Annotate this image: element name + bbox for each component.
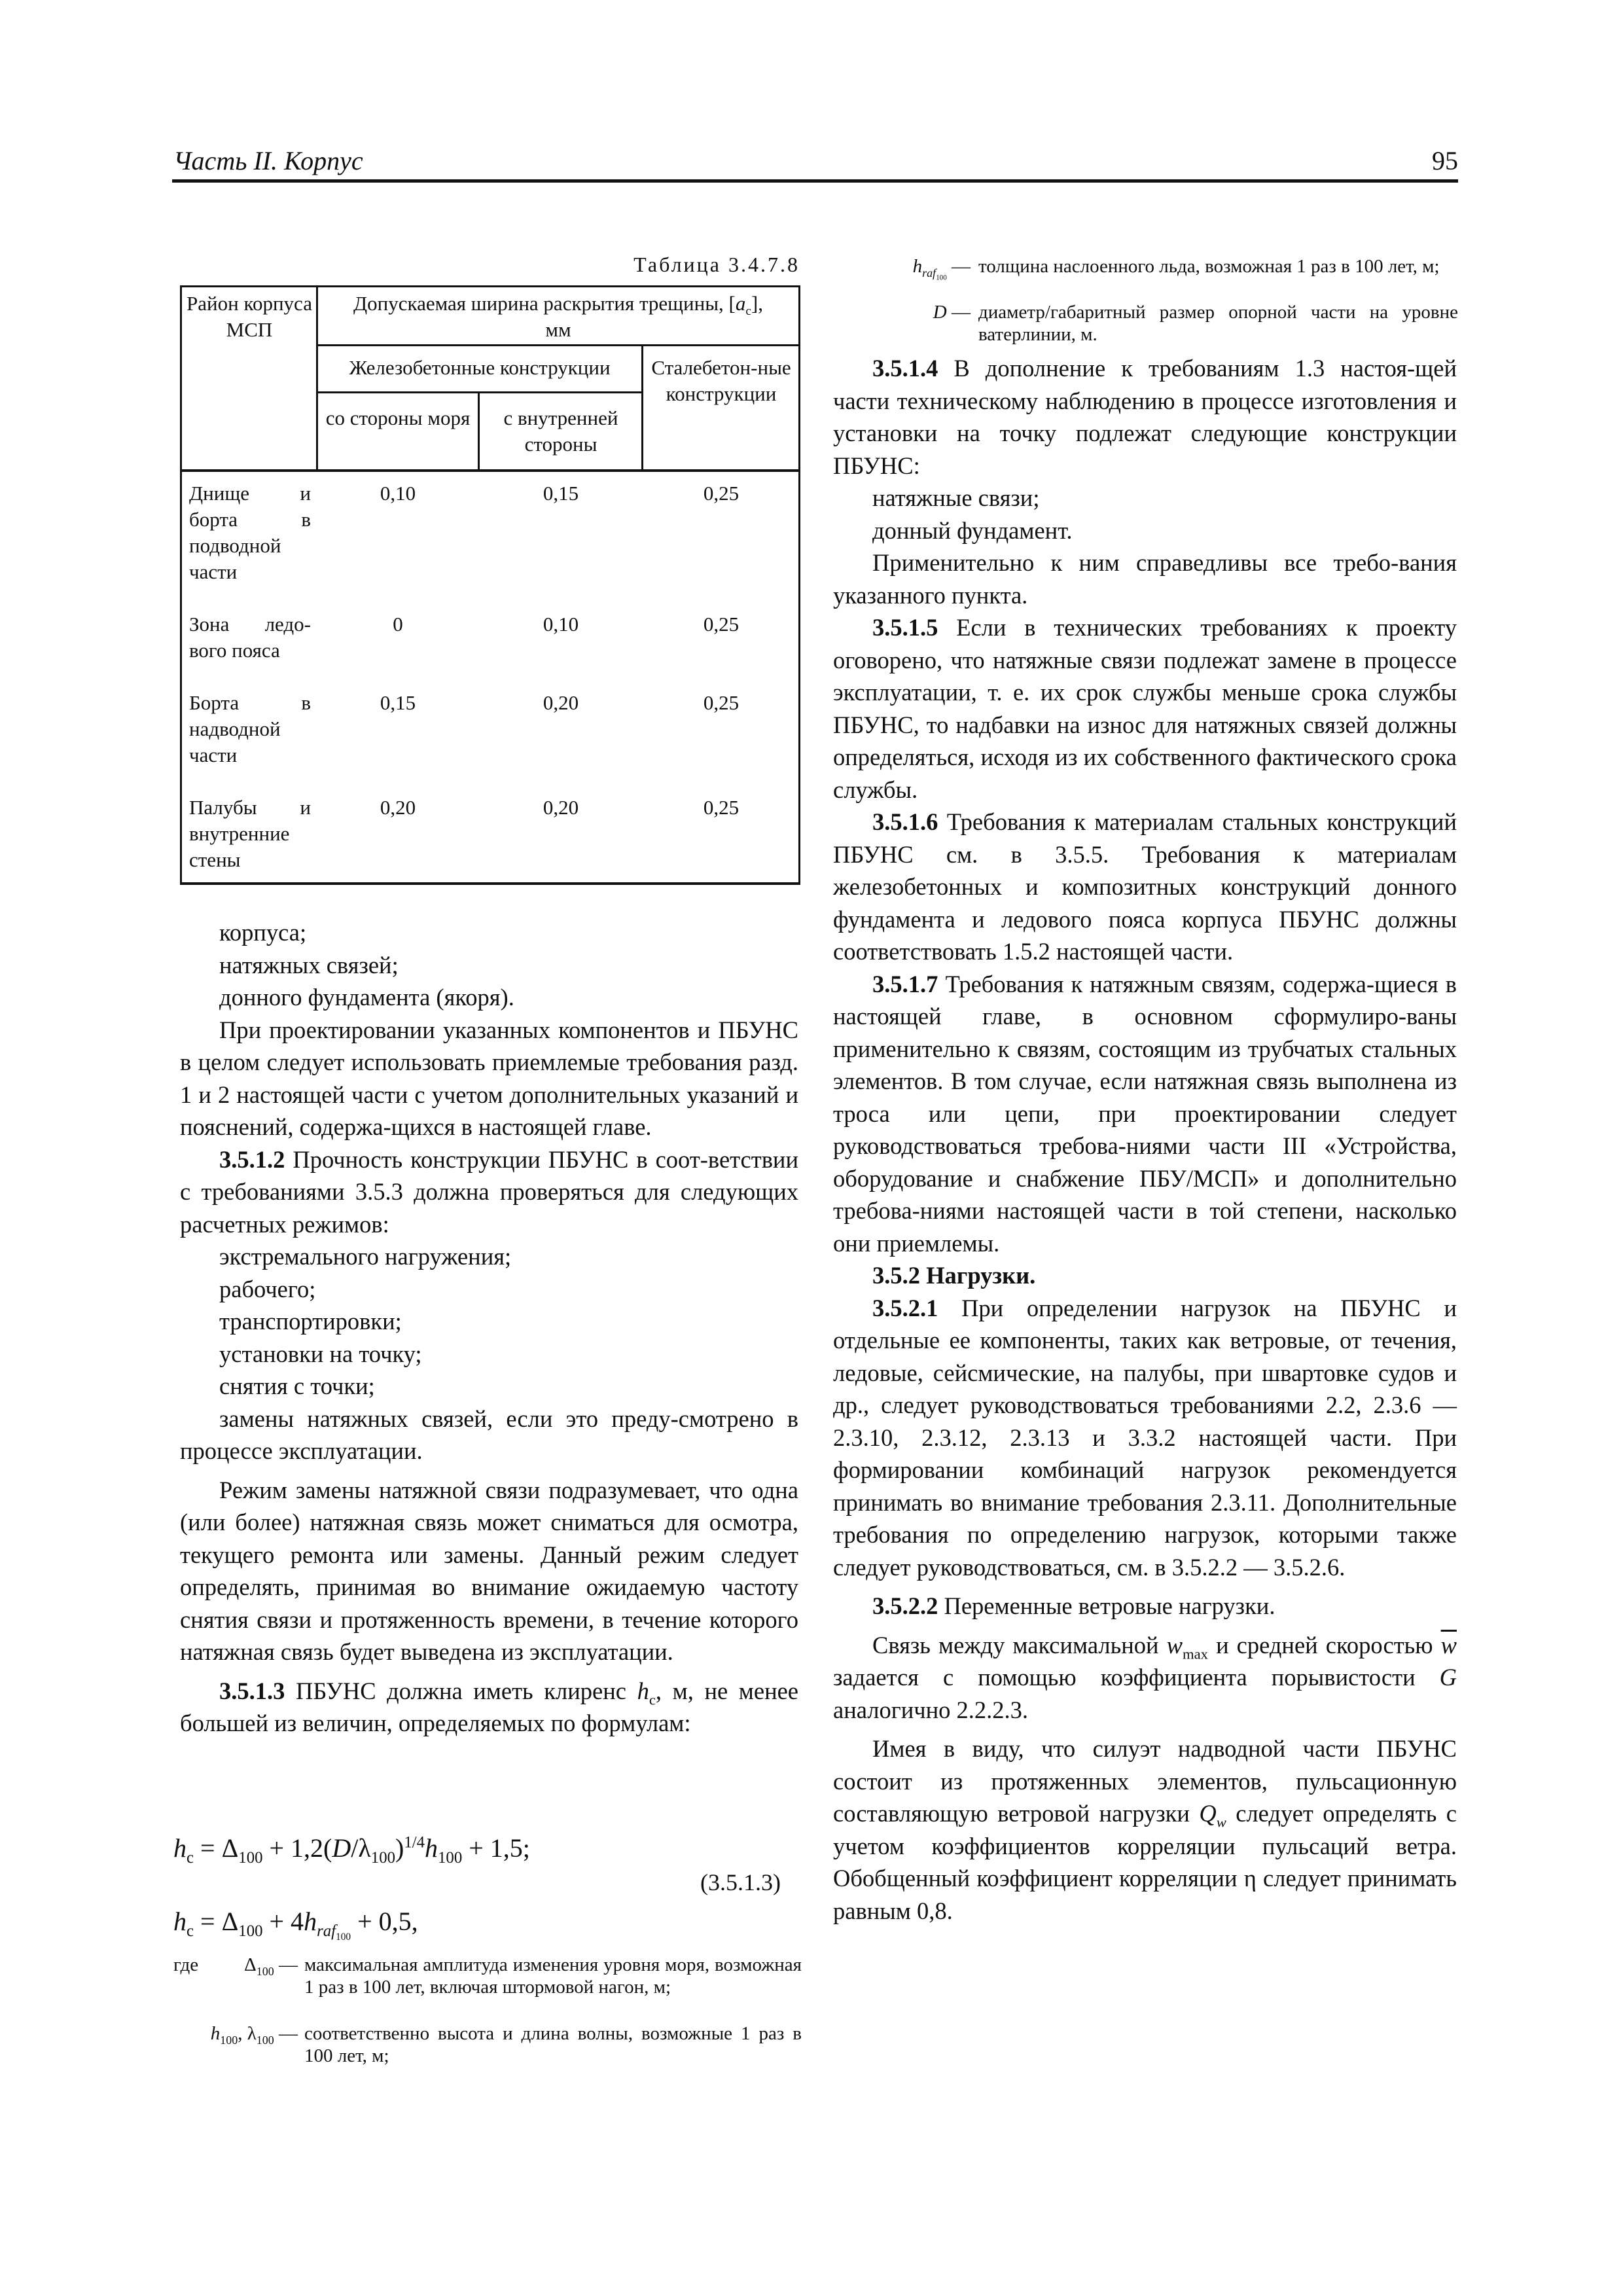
cell-steel: 0,25: [703, 796, 740, 819]
table-border-left: [180, 285, 182, 884]
cell-inside: 0,20: [543, 691, 579, 714]
paragraph: При проектировании указанных компонентов и ПБУНС в целом следует использовать приемлемые требования разд. 1 и 2 настоящей части с учетом дополнительных указаний и пояснений, содержа-щихся в настоящей главе.: [180, 1016, 798, 1140]
equation-number: (3.5.1.3): [700, 1869, 781, 1895]
paragraph-3-5-1-3: 3.5.1.3 ПБУНС должна иметь клиренс $h_c$, м, не менее большей из величин, определяемых по формулам:: [180, 1677, 799, 1736]
list-item: натяжные связи;: [872, 484, 1040, 511]
list-item: донный фундамент.: [872, 516, 1073, 544]
table-line-steel: [641, 344, 643, 471]
cell-inside: 0,10: [543, 613, 579, 636]
mode-item: транспортировки;: [219, 1308, 402, 1335]
formula-1: $h_c = \Delta_{100} + 1,2(D/\lambda_{100})^{1/4}h_{100} + 1,5$;: [173, 1833, 530, 1867]
paragraph-3-5-1-7: 3.5.1.7 Требования к натяжным связям, содержа-щиеся в настоящей главе, в основном сформулиро-ваны применительно к связям, состоящим из трубчатых стальных элементов. В том случае, если натяжная связь выполнена из троса или цепи, при проектировании следует руководствоваться требова-ниями части III «Устройства, оборудование и снабжение ПБУ/МСП» и дополнительно требова-ниями настоящей части в той степени, насколько они приемлемы.: [833, 970, 1457, 1257]
paragraph-3-5-2-2: 3.5.2.2 Переменные ветровые нагрузки.: [872, 1592, 1275, 1619]
table-header-bottom: [180, 469, 800, 472]
cell-sea: 0: [393, 613, 403, 636]
clause-number: 3.5.1.5: [872, 614, 938, 641]
cell-sea: 0,20: [380, 796, 416, 819]
table-line-h1: [316, 344, 800, 346]
row-region: Палубы и внутренние стены: [189, 796, 311, 871]
paragraph-3-5-2-1: 3.5.2.1 При определении нагрузок на ПБУНС и отдельные ее компоненты, таких как ветровые, от течения, ледовые, сейсмические, на палубы, при швартовке судов и др., следует руководствоваться требованиями 2.2, 2.3.6 — 2.3.10, 2.3.12, 2.3.13 и 3.3.2 настоящей части. При формировании комбинаций нагрузок рекомендуется принимать во внимание требования 2.3.11. Дополнительные требования по определению нагрузок, которыми также следует руководствоваться, см. в 3.5.2.2 — 3.5.2.6.: [833, 1294, 1457, 1581]
paragraph-3-5-1-6: 3.5.1.6 Требования к материалам стальных конструкций ПБУНС см. в 3.5.5. Требования к материалам железобетонных и композитных конструкций донного фундамента и ледового пояса корпуса ПБУНС должны соответствовать 1.5.2 настоящей части.: [833, 808, 1457, 965]
table-line-h2: [316, 391, 643, 393]
mode-item: экстремального нагружения;: [219, 1243, 512, 1270]
page-number: 95: [1432, 146, 1458, 175]
right-column: [833, 352, 1457, 1927]
paragraph: Режим замены натяжной связи подразумевает, что одна (или более) натяжная связь может сниматься для осмотра, текущего ремонта или замены. Данный режим следует определять, принимая во внимание ожидаемую частоту снятия связи и протяженность времени, в течение которого натяжная связь будет выведена из эксплуатации.: [180, 1476, 798, 1665]
cell-inside: 0,15: [543, 482, 579, 505]
clause-number: 3.5.2.2: [872, 1592, 938, 1619]
where-label: где: [173, 1954, 199, 1975]
note-term: D —: [933, 302, 971, 323]
header-region: Район корпуса МСП: [187, 292, 312, 341]
formula-notes: [173, 1954, 802, 2111]
header-sea-side: со стороны моря: [325, 406, 471, 429]
header-rule: [172, 179, 1458, 183]
paragraph-3-5-1-4: 3.5.1.4 В дополнение к требованиям 1.3 настоя-щей части техническому наблюдению в процессе изготовления и установки на точку подлежат следующие конструкции ПБУНС:: [833, 355, 1457, 479]
header-steel-concrete: Сталебетон-ные конструкции: [651, 356, 791, 405]
cell-steel: 0,25: [703, 613, 740, 636]
clause-number: 3.5.1.6: [872, 808, 938, 835]
paragraph: Применительно к ним справедливы все требо-вания указанного пункта.: [833, 549, 1457, 609]
list-item: натяжных связей;: [219, 951, 399, 978]
table-caption: Таблица 3.4.7.8: [633, 253, 800, 276]
note-desc: диаметр/габаритный размер опорной части на уровне ватерлинии, м.: [978, 302, 1458, 345]
paragraph-3-5-1-2: 3.5.1.2 Прочность конструкции ПБУНС в соот-ветствии с требованиями 3.5.3 должна проверяться для следующих расчетных режимов:: [180, 1145, 798, 1238]
table-line-region: [316, 285, 318, 471]
note-term: $h_{100}$, $\lambda_{100}$ —: [210, 2023, 298, 2047]
header-reinforced-concrete: Железобетонные конструкции: [349, 356, 611, 379]
header-inner-side: с внутренней стороны: [503, 406, 618, 456]
header-crack-width: Допускаемая ширина раскрытия трещины, $[a_c]$, мм: [353, 292, 763, 341]
row-region: Днище и борта в подводной части: [189, 482, 311, 583]
paragraph-wind-pulsation: Имея в виду, что силуэт надводной части ПБУНС состоит из протяженных элементов, пульсационную составляющую ветровой нагрузки $Q_w$ следует определять с учетом коэффициентов корреляции пульсаций ветра. Обобщенный коэффициент корреляции η следует принимать равным 0,8.: [833, 1735, 1457, 1924]
note-desc: толщина наслоенного льда, возможная 1 раз в 100 лет, м;: [978, 256, 1440, 277]
cell-steel: 0,25: [703, 482, 740, 505]
cell-sea: 0,15: [380, 691, 416, 714]
cell-steel: 0,25: [703, 691, 740, 714]
cell-sea: 0,10: [380, 482, 416, 505]
mode-item: снятия с точки;: [219, 1372, 375, 1399]
list-item: донного фундамента (якоря).: [219, 984, 514, 1011]
note-desc: максимальная амплитуда изменения уровня моря, возможная 1 раз в 100 лет, включая штормовой нагон, м;: [304, 1954, 802, 1998]
crack-width-table: [180, 285, 800, 884]
running-header-title: Часть II. Корпус: [173, 146, 363, 175]
table-border-top: [180, 285, 800, 287]
mode-item: рабочего;: [219, 1275, 316, 1302]
table-line-sea: [478, 391, 480, 471]
section-title-loads: 3.5.2 Нагрузки.: [872, 1262, 1036, 1289]
paragraph-wind-speed: Связь между максимальной $w_{max}$ и средней скоростью $\overline{w}$ задается с помощью коэффициента порывистости G аналогично 2.2.2.3.: [833, 1631, 1457, 1723]
clause-number: 3.5.1.4: [872, 355, 938, 382]
note-term: $h_{raf_{100}}$ —: [912, 256, 971, 282]
clause-number: 3.5.1.7: [872, 970, 938, 997]
note-desc: соответственно высота и длина волны, возможные 1 раз в 100 лет, м;: [304, 2023, 802, 2066]
formula-notes-continued: [833, 255, 1458, 353]
clause-number: 3.5.1.3: [219, 1677, 285, 1704]
paragraph-3-5-1-5: 3.5.1.5 Если в технических требованиях к проекту оговорено, что натяжные связи подлежат замене в процессе эксплуатации, т. е. их срок службы меньше срока службы ПБУНС, то надбавки на износ для натяжных связей должны определяться, исходя из их собственного фактического срока службы.: [833, 614, 1457, 803]
paragraph: замены натяжных связей, если это преду-смотрено в процессе эксплуатации.: [180, 1405, 798, 1464]
clause-number: 3.5.2.1: [872, 1294, 938, 1321]
mode-item: установки на точку;: [219, 1340, 422, 1367]
note-term: $\Delta_{100}$ —: [244, 1954, 298, 1978]
row-region: Борта в надводной части: [189, 691, 311, 766]
list-item: корпуса;: [219, 919, 307, 946]
clause-number: 3.5.1.2: [219, 1145, 285, 1173]
row-region: Зона ледо-вого пояса: [189, 613, 311, 662]
table-border-bottom: [180, 882, 800, 885]
cell-inside: 0,20: [543, 796, 579, 819]
formula-2: $h_c = \Delta_{100} + 4h_{raf_{100}} + 0,5$,: [173, 1907, 418, 1943]
left-column: [180, 916, 798, 1740]
table-border-right: [798, 285, 800, 884]
